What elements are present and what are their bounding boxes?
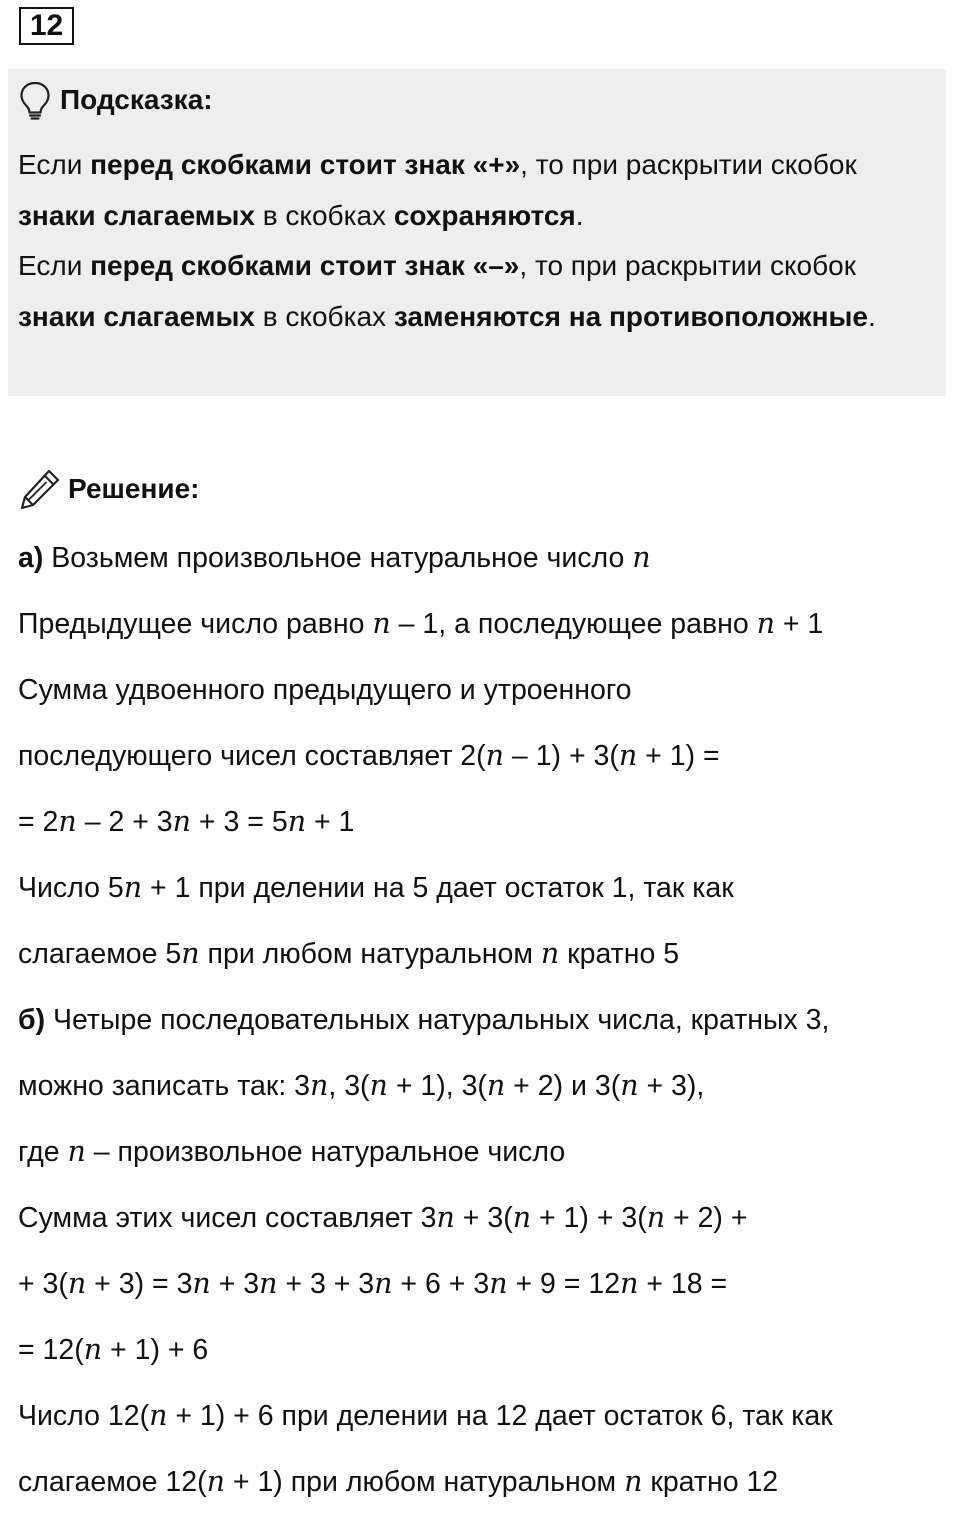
variable-n: n — [618, 739, 638, 772]
solution-line: + 3(n + 3) = 3n + 3n + 3 + 3n + 6 + 3n + 9 = 12n + 18 = — [18, 1267, 728, 1300]
variable-n: n — [67, 1267, 87, 1300]
variable-n: n — [624, 1465, 643, 1498]
variable-n: n — [632, 541, 651, 574]
variable-n: n — [486, 1069, 506, 1102]
hint-emphasis: заменяются на противоположные — [393, 300, 868, 332]
solution-line: = 2n – 2 + 3n + 3 = 5n + 1 — [18, 805, 355, 838]
solution-line: Число 12(n + 1) + 6 при делении на 12 дает остаток 6, так как — [18, 1399, 833, 1432]
variable-n: n — [192, 1267, 211, 1300]
part-a-label: а) — [18, 542, 44, 574]
hint-text — [18, 140, 933, 342]
variable-n: n — [287, 805, 307, 838]
variable-n: n — [181, 937, 200, 970]
solution-line: = 12(n + 1) + 6 — [18, 1333, 209, 1366]
variable-n: n — [369, 1069, 388, 1102]
solution-line: б) Четыре последовательных натуральных числа, кратных 3, — [18, 1004, 830, 1036]
variable-n: n — [489, 1267, 508, 1300]
variable-n: n — [58, 805, 77, 838]
solution-line: а) Возьмем произвольное натуральное число n — [18, 541, 651, 574]
variable-n: n — [67, 1135, 86, 1168]
variable-n: n — [83, 1333, 103, 1366]
solution-line: можно записать так: 3n, 3(n + 1), 3(n + 2) и 3(n + 3), — [18, 1069, 705, 1102]
solution-line: последующего чисел составляет 2(n – 1) + 3(n + 1) = — [18, 739, 720, 772]
variable-n: n — [149, 1399, 168, 1432]
variable-n: n — [620, 1069, 639, 1102]
solution-line: Число 5n + 1 при делении на 5 дает остаток 1, так как — [18, 871, 734, 904]
hint-emphasis: перед скобками стоит знак «+» — [90, 149, 521, 180]
variable-n: n — [310, 1069, 329, 1102]
variable-n: n — [646, 1201, 666, 1234]
variable-n: n — [620, 1267, 639, 1300]
hint-emphasis: сохраняются — [393, 199, 576, 231]
solution-title — [18, 466, 199, 512]
hint-title — [18, 78, 213, 122]
variable-n: n — [259, 1267, 278, 1300]
lightbulb-icon — [18, 80, 52, 120]
variable-n: n — [206, 1465, 225, 1498]
part-b-label: б) — [18, 1004, 46, 1036]
variable-n: n — [540, 937, 560, 970]
variable-n: n — [512, 1201, 532, 1234]
variable-n: n — [123, 871, 143, 904]
solution-line: Сумма этих чисел составляет 3n + 3(n + 1) + 3(n + 2) + — [18, 1201, 748, 1234]
solution-line: Предыдущее число равно n – 1, а последующее равно n + 1 — [18, 607, 824, 640]
hint-emphasis: знаки слагаемых — [18, 300, 255, 332]
solution-line: где n – произвольное натуральное число — [18, 1135, 566, 1168]
pencil-icon — [18, 467, 62, 511]
solution-line: слагаемое 12(n + 1) при любом натуральном n кратно 12 — [18, 1465, 779, 1498]
hint-emphasis: знаки слагаемых — [18, 199, 255, 231]
variable-n: n — [172, 805, 192, 838]
variable-n: n — [372, 607, 391, 640]
variable-n: n — [756, 607, 775, 640]
hint-paragraph-minus: Если перед скобками стоит знак «–», то при раскрытии скобок знаки слагаемых в скобках заменяются на противоположные. — [18, 250, 876, 332]
solution-line: Сумма удвоенного предыдущего и утроенного — [18, 674, 632, 706]
hint-paragraph-plus: Если перед скобками стоит знак «+», то при раскрытии скобок знаки слагаемых в скобках сохраняются. — [18, 149, 857, 231]
task-number: 12 — [19, 7, 74, 45]
hint-title-text: Подсказка: — [60, 84, 213, 115]
variable-n: n — [374, 1267, 393, 1300]
solution-title-text: Решение: — [68, 473, 200, 504]
solution-body — [18, 525, 953, 1515]
variable-n: n — [485, 739, 505, 772]
hint-emphasis: перед скобками стоит знак «–» — [90, 250, 520, 281]
solution-line: слагаемое 5n при любом натуральном n кратно 5 — [18, 937, 680, 970]
variable-n: n — [436, 1201, 455, 1234]
